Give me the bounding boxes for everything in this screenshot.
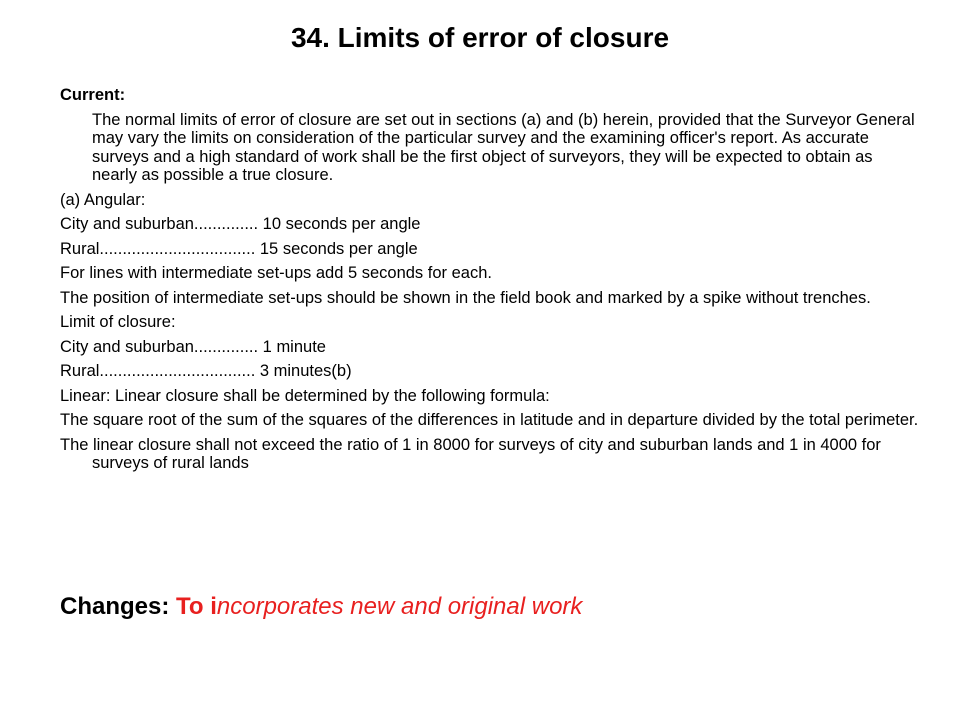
list-item: Limit of closure: [60,313,176,331]
list-item: Rural.................................. 3 minutes(b) [60,362,352,380]
list-item: City and suburban.............. 1 minute [60,337,326,356]
list-item: The position of intermediate set-ups should be shown in the field book and marked by a spike without trenches. [60,288,871,307]
changes-line [60,592,582,622]
list-item: City and suburban.............. 10 seconds per angle [60,215,421,233]
list-item: (a) Angular: [60,190,146,209]
slide-title: 34. Limits of error of closure [290,22,670,53]
changes-label: Changes: [60,593,177,620]
list-item: Rural.................................. 15 seconds per angle [60,239,418,258]
list-item: For lines with intermediate set-ups add 5 seconds for each. [60,264,492,282]
changes-red-prefix: To i [176,593,217,620]
list-item: The square root of the sum of the squares of the differences in latitude and in departure divided by the total perimeter. [60,411,919,429]
current-heading: Current: [60,86,126,104]
intro-paragraph: The normal limits of error of closure are set out in sections (a) and (b) herein, provided that the Surveyor General may vary the limits on consideration of the particular survey and the examining officer's report. As accurate surveys and a high standard of work shall be the first object of surveyors, they will be expected to obtain as nearly as possible a true closure. [92,110,915,184]
list-item: The linear closure shall not exceed the ratio of 1 in 8000 for surveys of city and suburban lands and 1 in 4000 for surveys of rural lands [60,435,881,472]
slide-body [60,86,920,479]
list-item: Linear: Linear closure shall be determined by the following formula: [60,386,550,405]
changes-red-rest: ncorporates new and original work [216,593,583,620]
